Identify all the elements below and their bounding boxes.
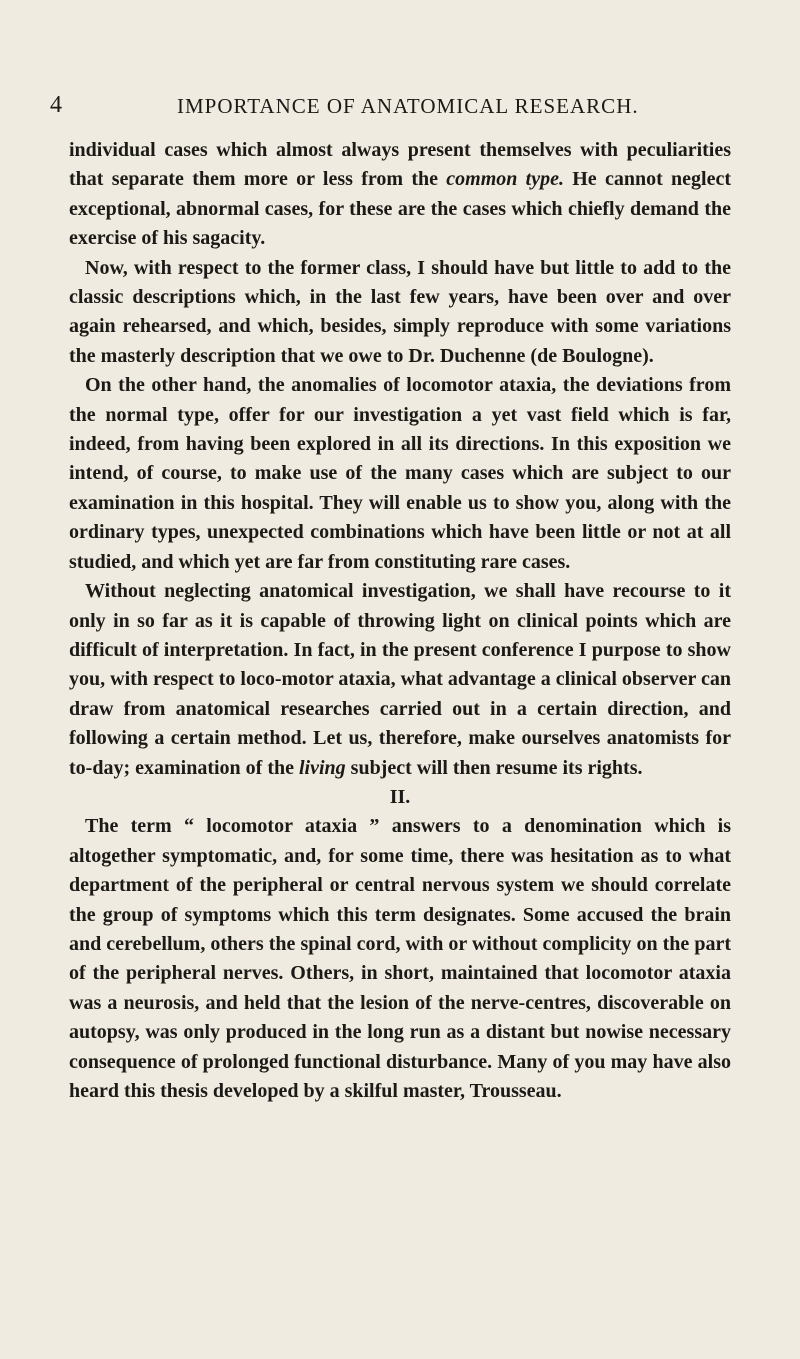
running-head-title: IMPORTANCE OF ANATOMICAL RESEARCH. xyxy=(177,94,639,118)
text-run: individual cases which almost always present themselves with peculiarities that separate them more or less from the xyxy=(69,139,731,191)
section-heading: II. xyxy=(389,785,411,808)
paragraph-p5 xyxy=(69,812,731,1106)
text-run: He cannot neglect exceptional, abnormal cases, for these are the cases which chiefly demand the exercise of his sagacity. xyxy=(69,168,731,250)
text-run: subject will then resume its rights. xyxy=(345,756,643,779)
paragraph-p3 xyxy=(69,371,731,577)
body-text xyxy=(69,136,731,1106)
paragraphs-before-section xyxy=(69,136,731,783)
paragraph-p2 xyxy=(69,254,731,372)
paragraph-p4 xyxy=(69,577,731,783)
text-run: The term “ locomotor ataxia ” answers to a denomination which is altogether symptomatic, and, for some time, there was hesitation as to what department of the peripheral or central nervous system we should correlate the group of symptoms which this term designates. Some accused the brain and cerebellum, others the spinal cord, with or without complicity on the part of the peripheral nerves. Others, in short, maintained that locomotor ataxia was a neurosis, and held that the lesion of the nerve-centres, discoverable on autopsy, was only produced in the long run as a distant but nowise necessary consequence of prolonged functional disturbance. Many of you may have also heard this thesis developed by a skilful master, Trousseau. xyxy=(69,815,731,1102)
running-head xyxy=(50,92,750,126)
text-run: Without neglecting anatomical investigation, we shall have recourse to it only in so far as it is capable of throwing light on clinical points which are difficult of interpretation. In fact, in the present conference I purpose to show you, with respect to loco-motor ataxia, what advantage a clinical observer can draw from anatomical researches carried out in a certain direction, and following a certain method. Let us, therefore, make ourselves anatomists for to-day; examination of the xyxy=(69,580,731,779)
italic-text: living xyxy=(298,756,346,779)
italic-text: common type. xyxy=(446,168,564,191)
paragraph-p1 xyxy=(69,136,731,254)
text-run: On the other hand, the anomalies of locomotor ataxia, the deviations from the normal type, offer for our investigation a yet vast field which is far, indeed, from having been explored in all its directions. In this exposition we intend, of course, to make use of the many cases which are subject to our examination in this hospital. They will enable us to show you, along with the ordinary types, unexpected combinations which have been little or not at all studied, and which yet are far from constituting rare cases. xyxy=(69,374,731,573)
text-run: Now, with respect to the former class, I should have but little to add to the classic descriptions which, in the last few years, have been over and over again rehearsed, and which, besides, simply reproduce with some variations the masterly description that we owe to Dr. Duchenne (de Boulogne). xyxy=(69,256,731,367)
page-number: 4 xyxy=(50,92,63,118)
paragraphs-after-section xyxy=(69,812,731,1106)
